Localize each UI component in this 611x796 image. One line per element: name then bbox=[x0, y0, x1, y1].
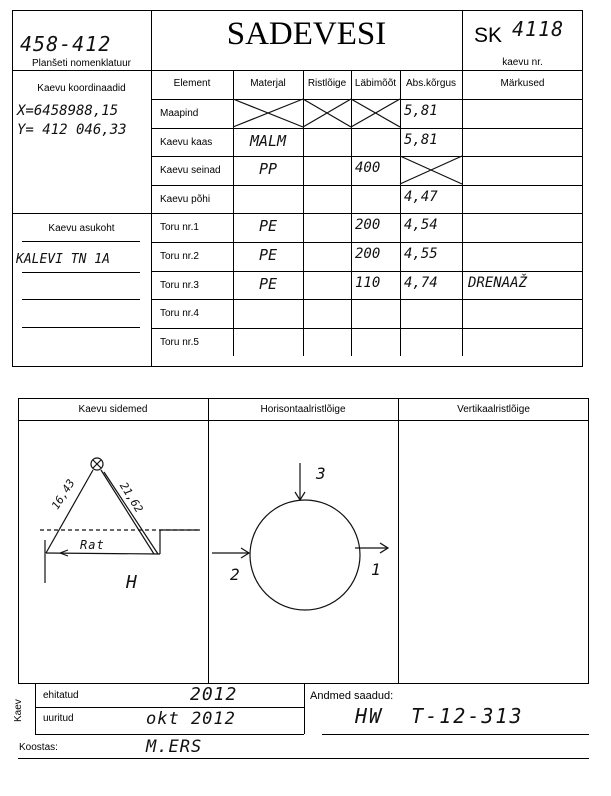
divider bbox=[151, 10, 152, 367]
column-header: Abs.kõrgus bbox=[405, 78, 457, 89]
built-label: ehitatud bbox=[43, 690, 79, 701]
sketch-col2-label: Horisontaalristlõige bbox=[260, 404, 346, 415]
table-row-divider bbox=[151, 299, 583, 300]
built-value: 2012 bbox=[190, 684, 238, 705]
divider bbox=[322, 734, 589, 735]
divider bbox=[12, 213, 151, 214]
column-header: Ristlõige bbox=[307, 78, 347, 89]
divider bbox=[304, 684, 305, 734]
sheet-label: Planšeti nomenklatuur bbox=[32, 58, 131, 69]
table-row-divider bbox=[151, 328, 583, 329]
pipe-3-label: 3 bbox=[316, 464, 327, 483]
pipe-1-label: 1 bbox=[371, 560, 382, 579]
table-row-label: Toru nr.2 bbox=[160, 251, 199, 262]
source-value: HW T-12-313 bbox=[355, 704, 524, 728]
table-row-label: Kaevu kaas bbox=[160, 136, 213, 148]
divider bbox=[208, 398, 209, 684]
divider bbox=[35, 684, 36, 734]
table-row-label: Kaevu seinad bbox=[160, 165, 221, 177]
table-row-divider bbox=[151, 242, 583, 243]
table-cell: 5,81 bbox=[404, 103, 438, 119]
blank-line bbox=[22, 299, 140, 300]
table-row-divider bbox=[151, 156, 583, 157]
page-title: SADEVESI bbox=[226, 16, 387, 52]
surveyed-label: uuritud bbox=[43, 713, 74, 724]
sketch-col1-label: Kaevu sidemed bbox=[78, 404, 148, 415]
column-header: Element bbox=[173, 78, 211, 89]
divider bbox=[35, 734, 304, 735]
table-row-divider bbox=[151, 271, 583, 272]
table-cell: 4,74 bbox=[404, 274, 438, 291]
column-header: Materjal bbox=[250, 78, 286, 89]
blank-line bbox=[22, 327, 140, 328]
table-cell: PE bbox=[258, 246, 278, 264]
table-cell: PE bbox=[258, 274, 278, 293]
divider bbox=[35, 707, 304, 708]
dim-right: 21,62 bbox=[116, 480, 146, 515]
author-value: M.ERS bbox=[146, 737, 203, 757]
table-cell: 4,47 bbox=[404, 188, 438, 205]
table-cell: 400 bbox=[355, 160, 381, 177]
table-cell: PE bbox=[258, 217, 278, 236]
column-header: Läbimõõt bbox=[354, 78, 397, 89]
column-header: Märkused bbox=[500, 78, 545, 89]
coordinates-label: Kaevu koordinaadid bbox=[37, 83, 126, 94]
coordinate-y: Y= 412 046,33 bbox=[17, 122, 127, 138]
dim-left: 16,43 bbox=[49, 476, 78, 512]
table-cell: 4,55 bbox=[404, 246, 438, 262]
table-cell: PP bbox=[258, 160, 278, 179]
author-label: Koostas: bbox=[19, 742, 58, 753]
table-row-divider bbox=[151, 99, 583, 100]
blank-line bbox=[22, 272, 140, 273]
table-row-label: Toru nr.1 bbox=[160, 222, 199, 234]
author-line bbox=[18, 758, 589, 759]
source-label: Andmed saadud: bbox=[310, 690, 394, 702]
divider bbox=[22, 241, 140, 242]
table-row-divider bbox=[151, 128, 583, 129]
table-cell: 110 bbox=[355, 274, 381, 291]
surveyed-value: okt 2012 bbox=[146, 709, 236, 729]
table-cell: 200 bbox=[355, 246, 381, 262]
table-row-label: Maapind bbox=[160, 108, 199, 119]
location-value: KALEVI TN 1A bbox=[16, 252, 110, 267]
table-cell: 200 bbox=[355, 217, 381, 234]
table-row-label: Toru nr.4 bbox=[160, 308, 199, 320]
table-row-divider bbox=[151, 185, 583, 186]
kaev-label: Kaev bbox=[13, 699, 24, 722]
well-prefix: SK bbox=[474, 24, 503, 47]
table-row-divider bbox=[151, 213, 583, 214]
location-label: Kaevu asukoht bbox=[48, 223, 115, 234]
pipe-2-label: 2 bbox=[230, 565, 241, 584]
table-row-label: Kaevu põhi bbox=[160, 193, 211, 205]
sheet-number: 458-412 bbox=[20, 32, 112, 56]
divider bbox=[398, 398, 399, 684]
dim-base: Rat bbox=[80, 538, 105, 552]
table-row-label: Toru nr.5 bbox=[160, 336, 199, 348]
well-label: kaevu nr. bbox=[502, 57, 543, 68]
table-cell: DRENAAŽ bbox=[468, 274, 528, 291]
table-cell: MALM bbox=[249, 131, 287, 150]
well-number: 4118 bbox=[512, 17, 565, 41]
letter-h: H bbox=[126, 572, 138, 593]
divider bbox=[12, 70, 583, 71]
sketch-col3-label: Vertikaalristlõige bbox=[457, 404, 530, 415]
coordinate-x: X=6458988,15 bbox=[17, 103, 119, 119]
table-cell: 5,81 bbox=[404, 131, 438, 148]
table-cell: 4,54 bbox=[404, 217, 438, 234]
table-row-label: Toru nr.3 bbox=[160, 279, 199, 291]
divider bbox=[18, 420, 589, 421]
